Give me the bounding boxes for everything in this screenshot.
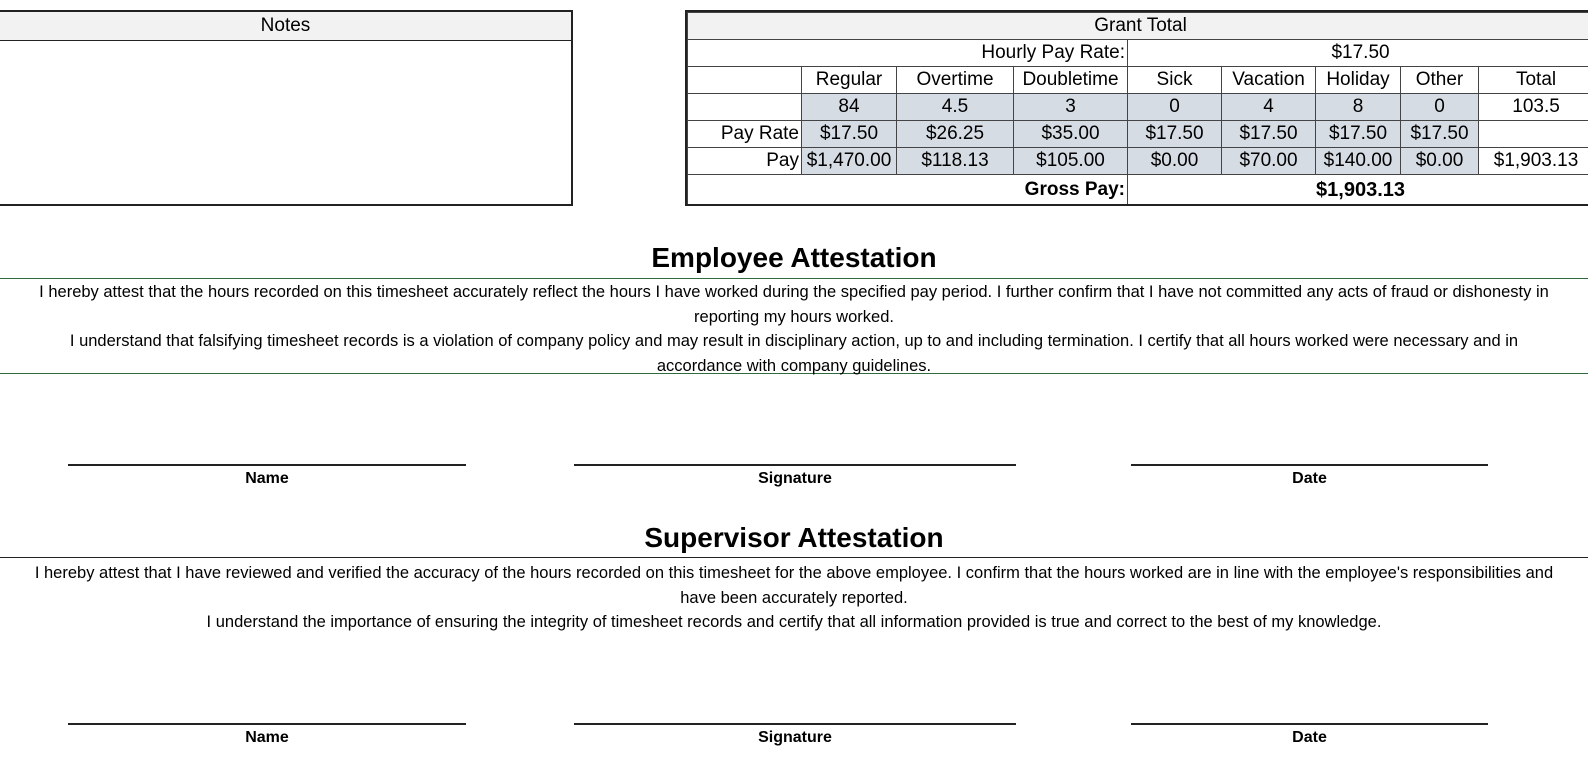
hours-cell[interactable]: 84	[802, 94, 897, 121]
gross-pay-label: Gross Pay:	[688, 175, 1128, 206]
pay-cell[interactable]: $0.00	[1128, 148, 1222, 175]
col-header: Vacation	[1222, 67, 1316, 94]
notes-header: Notes	[0, 12, 571, 41]
hourly-rate-value[interactable]: $17.50	[1128, 40, 1588, 67]
notes-box[interactable]	[0, 10, 573, 206]
employee-name-label: Name	[245, 470, 289, 487]
col-header: Regular	[802, 67, 897, 94]
hours-total-cell[interactable]: 103.5	[1479, 94, 1588, 121]
pay-rate-label: Pay Rate	[688, 121, 802, 148]
supervisor-date-label: Date	[1292, 729, 1327, 746]
pay-rate-cell[interactable]: $35.00	[1014, 121, 1128, 148]
pay-label: Pay	[688, 148, 802, 175]
hourly-rate-label: Hourly Pay Rate:	[688, 40, 1128, 67]
employee-date-label: Date	[1292, 470, 1327, 487]
employee-signature-label: Signature	[758, 470, 832, 487]
col-header: Sick	[1128, 67, 1222, 94]
employee-attestation-text	[0, 278, 1588, 374]
supervisor-name-line[interactable]	[68, 723, 466, 725]
col-header: Holiday	[1316, 67, 1401, 94]
attestation-line: reporting my hours worked.	[694, 307, 894, 326]
hours-cell[interactable]: 0	[1128, 94, 1222, 121]
col-header: Other	[1401, 67, 1479, 94]
supervisor-date-line[interactable]	[1131, 723, 1488, 725]
col-header: Doubletime	[1014, 67, 1128, 94]
attestation-line: I hereby attest that I have reviewed and verified the accuracy of the hours recorded on this timesheet for the above employee. I confirm that the hours worked are in line with the employee's responsibilities and	[34, 564, 1554, 582]
hours-cell[interactable]: 3	[1014, 94, 1128, 121]
employee-attestation-title: Employee Attestation	[651, 242, 937, 273]
empty-cell	[688, 67, 802, 94]
pay-cell[interactable]: $0.00	[1401, 148, 1479, 175]
employee-date-line[interactable]	[1131, 464, 1488, 466]
employee-name-line[interactable]	[68, 464, 466, 466]
pay-cell[interactable]: $70.00	[1222, 148, 1316, 175]
gross-pay-value[interactable]: $1,903.13	[1128, 175, 1588, 206]
hours-cell[interactable]: 0	[1401, 94, 1479, 121]
grant-total-table	[685, 10, 1588, 206]
col-header: Total	[1479, 67, 1588, 94]
hours-cell[interactable]: 4.5	[897, 94, 1014, 121]
supervisor-signature-label: Signature	[758, 729, 832, 746]
pay-rate-cell[interactable]: $17.50	[1316, 121, 1401, 148]
pay-cell[interactable]: $1,470.00	[802, 148, 897, 175]
pay-cell[interactable]: $140.00	[1316, 148, 1401, 175]
attestation-line: I understand the importance of ensuring the integrity of timesheet records and certify that all information provided is true and correct to the best of my knowledge.	[206, 613, 1382, 631]
attestation-line: I hereby attest that the hours recorded on this timesheet accurately reflect the hours I have worked during the specified pay period. I further confirm that I have not committed any acts of fraud or dishonesty in	[39, 283, 1549, 301]
hours-cell[interactable]: 4	[1222, 94, 1316, 121]
supervisor-attestation-title: Supervisor Attestation	[644, 522, 944, 553]
pay-cell[interactable]: $118.13	[897, 148, 1014, 175]
pay-rate-cell[interactable]: $17.50	[1401, 121, 1479, 148]
attestation-line: I understand that falsifying timesheet records is a violation of company policy and may result in disciplinary action, up to and including termination. I certify that all hours worked were necessary and in	[69, 332, 1519, 350]
supervisor-attestation-text	[0, 557, 1588, 635]
pay-rate-cell[interactable]: $26.25	[897, 121, 1014, 148]
pay-rate-cell[interactable]: $17.50	[1128, 121, 1222, 148]
col-header: Overtime	[897, 67, 1014, 94]
hours-cell[interactable]: 8	[1316, 94, 1401, 121]
pay-total-cell[interactable]: $1,903.13	[1479, 148, 1588, 175]
pay-rate-cell[interactable]: $17.50	[1222, 121, 1316, 148]
attestation-line: accordance with company guidelines.	[656, 356, 932, 375]
supervisor-signature-line[interactable]	[574, 723, 1016, 725]
empty-cell	[688, 94, 802, 121]
grant-total-title: Grant Total	[688, 13, 1588, 40]
pay-rate-cell[interactable]: $17.50	[802, 121, 897, 148]
supervisor-name-label: Name	[245, 729, 289, 746]
employee-signature-line[interactable]	[574, 464, 1016, 466]
pay-cell[interactable]: $105.00	[1014, 148, 1128, 175]
pay-rate-total-cell[interactable]	[1479, 121, 1588, 148]
attestation-line: have been accurately reported.	[680, 588, 908, 607]
